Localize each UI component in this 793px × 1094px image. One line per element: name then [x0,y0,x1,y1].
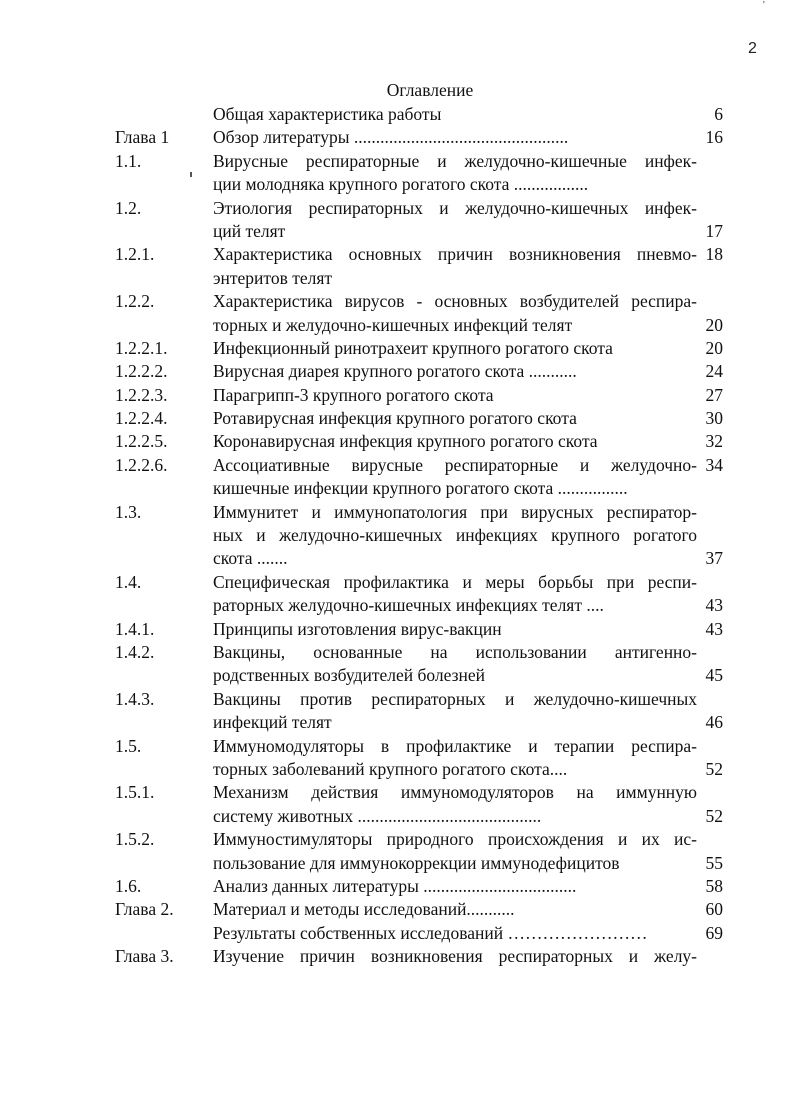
toc-entry [0,477,793,500]
toc-entry-page: 55 [705,852,723,873]
table-of-contents [0,103,793,968]
toc-entry [0,220,793,243]
toc-entry-number: Глава 3. [115,946,174,967]
toc-entry [0,337,793,360]
toc-entry [0,805,793,828]
toc-entry-title: Специфическая профилактика и меры борьбы при респи- [213,571,697,592]
toc-entry-page: 46 [705,712,723,733]
toc-entry-number: 1.4. [115,571,142,592]
toc-entry-title: Иммуномодуляторы в профилактике и терапии респира- [213,735,697,756]
toc-entry [0,828,793,851]
toc-entry [0,547,793,570]
toc-entry-title: Принципы изготовления вирус-вакцин [213,618,502,639]
toc-entry [0,197,793,220]
toc-entry-number: 1.4.2. [115,641,155,662]
toc-entry-title: Ассоциативные вирусные респираторные и желудочно- [213,454,697,475]
toc-entry-title: Вирусная диарея крупного рогатого скота ........... [213,361,577,382]
toc-entry-number: 1.2.2.3. [115,384,168,405]
toc-entry [0,150,793,173]
toc-entry-title: Характеристика основных причин возникновения пневмо- [213,244,697,265]
toc-entry-page: 58 [705,875,723,896]
page-number: 2 [748,40,757,57]
toc-entry-title: Характеристика вирусов - основных возбудителей респира- [213,291,697,312]
toc-entry-title: родственных возбудителей болезней [213,665,486,686]
toc-entry [0,641,793,664]
toc-entry-number: 1.5.2. [115,829,155,850]
toc-entry [0,430,793,453]
toc-entry [0,243,793,266]
toc-entry-page: 18 [705,244,723,265]
toc-entry-title: ций телят [213,220,286,241]
toc-entry-page: 69 [705,922,723,943]
toc-entry-page: 34 [705,454,723,475]
toc-entry-number: 1.3. [115,501,142,522]
toc-entry-number: 1.2.2.2. [115,361,168,382]
toc-entry-title: раторных желудочно-кишечных инфекциях телят .... [213,595,604,616]
toc-entry-title: инфекций телят [213,712,332,733]
toc-entry-title: Коронавирусная инфекция крупного рогатого скота [213,431,598,452]
toc-entry [0,103,793,126]
toc-entry-title: Результаты собственных исследований …………………… [213,922,648,943]
toc-entry-title: Механизм действия иммуномодуляторов на иммунную [213,782,697,803]
toc-entry-page: 20 [705,314,723,335]
toc-entry-title: Материал и методы исследований........... [213,899,515,920]
toc-entry [0,898,793,921]
toc-entry-page: 45 [705,665,723,686]
toc-entry-page: 52 [705,758,723,779]
toc-entry [0,360,793,383]
toc-entry-number: 1.4.1. [115,618,155,639]
toc-entry-title: ции молодняка крупного рогатого скота ................. [213,174,589,195]
toc-entry-number: 1.4.3. [115,688,155,709]
toc-entry-page: 43 [705,618,723,639]
toc-entry [0,922,793,945]
toc-entry-title: Вирусные респираторные и желудочно-кишечные инфек- [213,150,697,171]
toc-entry-number: 1.2.2. [115,291,155,312]
toc-entry-page: 24 [705,361,723,382]
toc-entry [0,875,793,898]
toc-entry-title: систему животных .......................................... [213,805,542,826]
toc-entry [0,711,793,734]
toc-entry-title: Этиология респираторных и желудочно-кишечных инфек- [213,197,697,218]
toc-entry [0,688,793,711]
toc-entry-page: 20 [705,337,723,358]
toc-entry-number: 1.2.2.6. [115,454,168,475]
toc-entry-number: 1.5.1. [115,782,155,803]
toc-entry [0,758,793,781]
toc-entry [0,852,793,875]
toc-entry [0,126,793,149]
toc-entry-title: кишечные инфекции крупного рогатого скота ................ [213,478,628,499]
toc-entry [0,945,793,968]
toc-entry-page: 43 [705,595,723,616]
toc-entry-number: Глава 1 [115,127,170,148]
toc-entry-page: 32 [705,431,723,452]
toc-entry-title: Общая характеристика работы [213,104,442,124]
toc-entry-number: 1.2.1. [115,244,155,265]
toc-entry-page: 52 [705,805,723,826]
corner-mark: ' [763,0,765,11]
toc-entry-number: 1.2. [115,197,142,218]
toc-entry-number: 1.2.2.1. [115,337,168,358]
toc-entry [0,173,793,196]
toc-entry [0,524,793,547]
toc-entry-title: пользование для иммунокоррекции иммунодефицитов [213,852,620,873]
toc-title: Оглавление [386,80,474,100]
toc-entry-title: Анализ данных литературы ................................... [213,875,577,896]
toc-entry [0,454,793,477]
toc-entry [0,735,793,758]
toc-entry-title: Иммунитет и иммунопатология при вирусных респиратор- [213,501,697,522]
toc-entry-title: Вакцины, основанные на использовании антигенно- [213,641,697,662]
toc-entry-title: Вакцины против респираторных и желудочно-кишечных [213,688,697,709]
toc-entry-title: ных и желудочно-кишечных инфекциях крупного рогатого [213,525,697,546]
toc-entry-number: 1.5. [115,735,142,756]
toc-entry-title: Изучение причин возникновения респираторных и желу- [213,946,697,967]
toc-entry [0,571,793,594]
toc-entry-number: 1.2.2.4. [115,408,168,429]
toc-entry [0,290,793,313]
toc-entry [0,501,793,524]
toc-entry-number: Глава 2. [115,899,174,920]
toc-entry-page: 30 [705,408,723,429]
toc-entry [0,664,793,687]
toc-entry-title: Парагрипп-3 крупного рогатого скота [213,384,494,405]
toc-entry-title: Инфекционный ринотрахеит крупного рогатого скота [213,337,613,358]
toc-entry-title: Ротавирусная инфекция крупного рогатого скота [213,408,577,429]
toc-entry [0,314,793,337]
toc-entry [0,781,793,804]
toc-entry-page: 17 [705,220,723,241]
toc-entry-page: 16 [705,127,723,148]
toc-entry [0,384,793,407]
toc-entry-number: 1.6. [115,875,142,896]
toc-entry [0,594,793,617]
toc-entry [0,267,793,290]
toc-entry [0,618,793,641]
toc-entry-title: торных заболеваний крупного рогатого скота.... [213,758,568,779]
toc-entry-title: торных и желудочно-кишечных инфекций телят [213,314,573,335]
toc-entry-page: 60 [705,899,723,920]
toc-entry-number: 1.1. [115,150,142,171]
toc-entry-page: 27 [705,384,723,405]
toc-entry-page: 6 [714,104,723,124]
toc-entry [0,407,793,430]
toc-entry-title: Обзор литературы ................................................. [213,127,569,148]
toc-entry-page: 37 [705,548,723,569]
toc-entry-title: Иммуностимуляторы природного происхождения и их ис- [213,829,697,850]
toc-entry-title: скота ....... [213,548,288,569]
toc-entry-number: 1.2.2.5. [115,431,168,452]
toc-entry-title: энтеритов телят [213,267,333,288]
